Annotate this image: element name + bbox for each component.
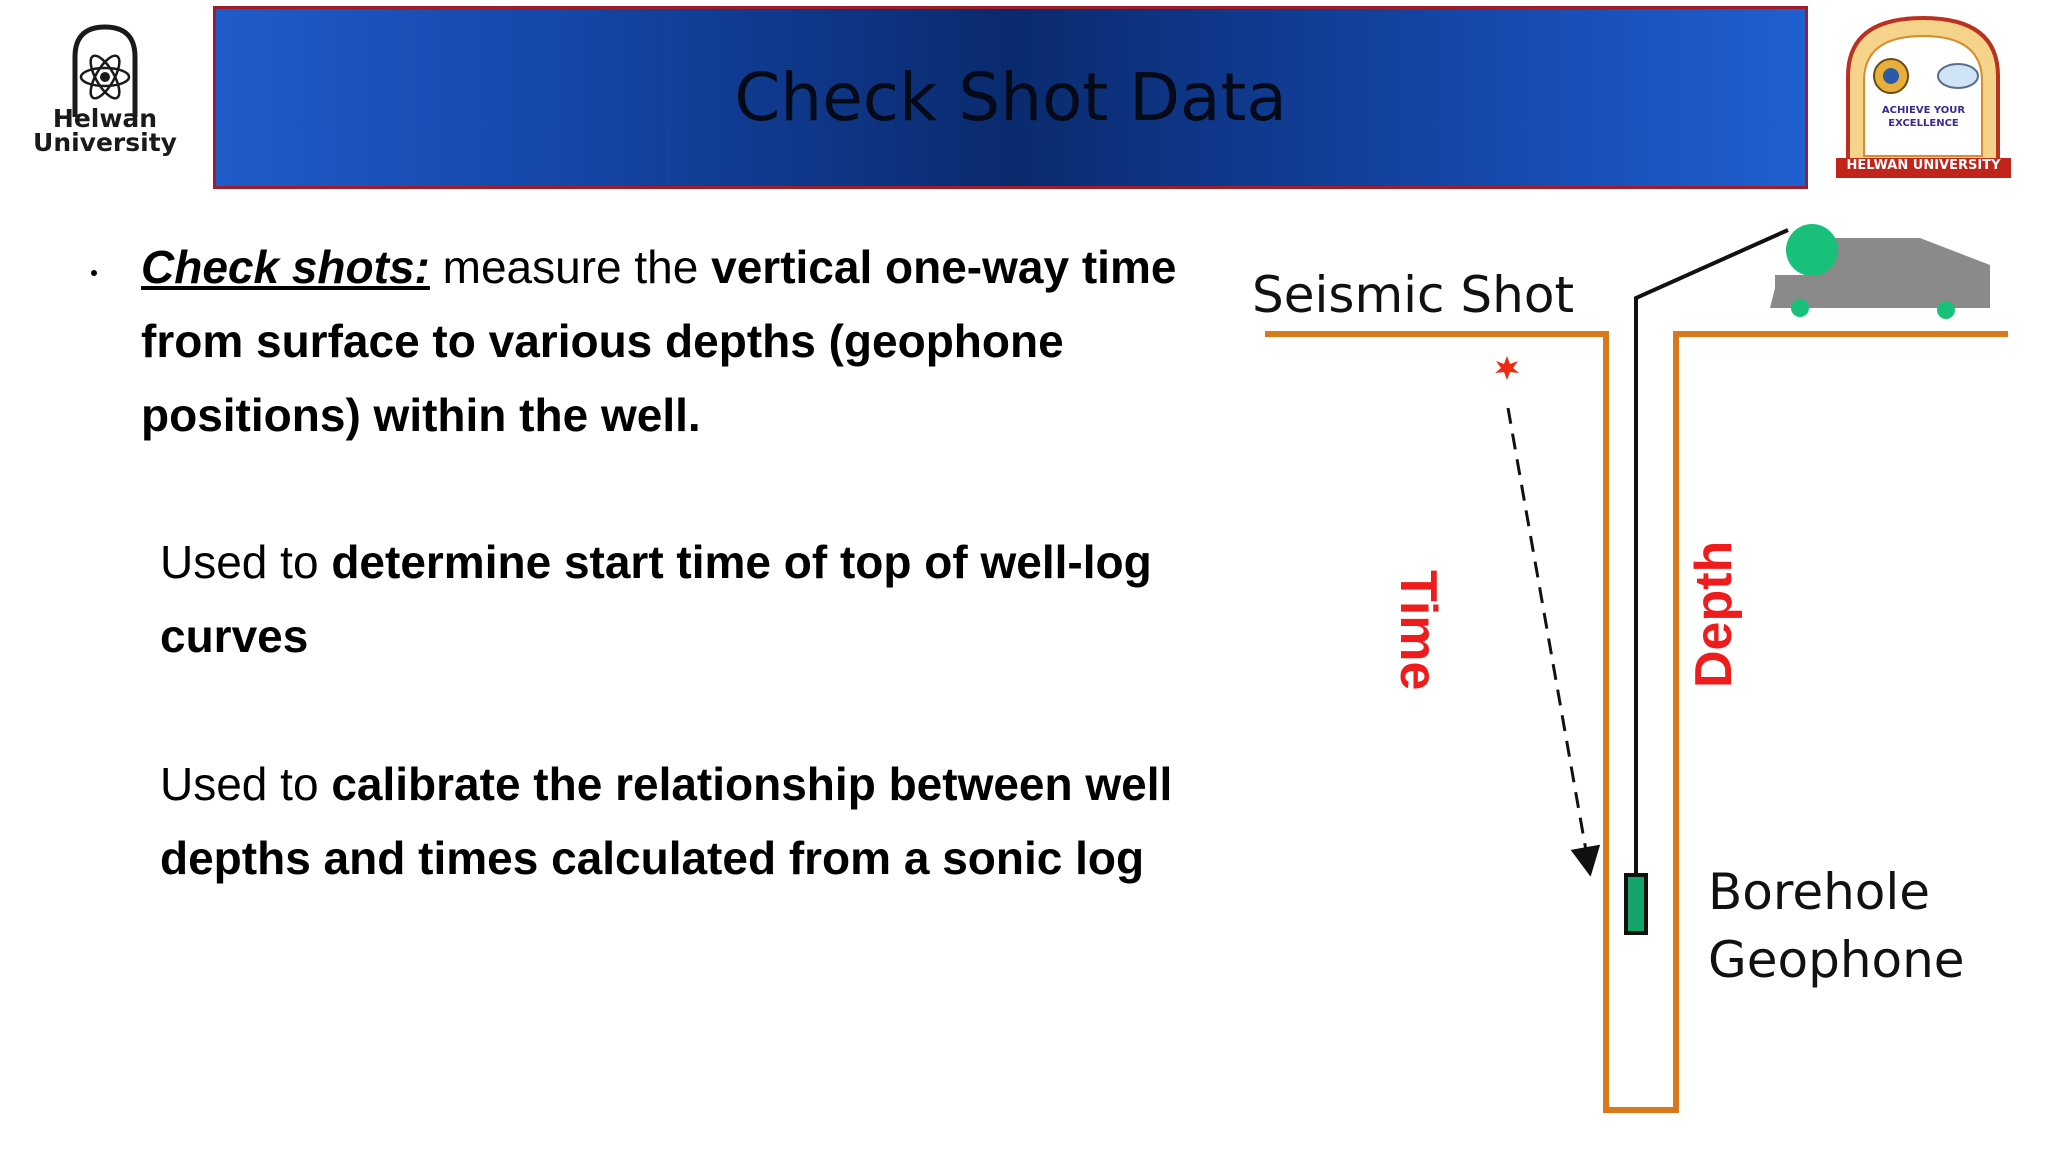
check-shots-definition	[141, 230, 1201, 452]
usage-start-time-prefix: Used to	[160, 536, 332, 588]
definition-text: measure the	[429, 241, 712, 293]
slide-title: Check Shot Data	[734, 59, 1287, 136]
depth-label: Depth	[1685, 540, 1743, 688]
title-banner	[213, 6, 1808, 189]
borehole-label-line2: Geophone	[1708, 931, 1965, 989]
definition-bold-text: vertical one-way time from surface to various depths (geophone positions) within the well.	[141, 241, 1177, 441]
helwan-university-logo	[30, 22, 180, 172]
aapg-seg-chapter-logo	[1836, 6, 2011, 181]
usage-start-time-bold: determine start time of top of well-log curves	[160, 536, 1152, 662]
logo-motto: ACHIEVE YOUR EXCELLENCE	[1881, 105, 1966, 129]
logo-badge-text: HELWAN UNIVERSITY	[1846, 158, 2001, 173]
borehole-geophone-label	[1708, 858, 1965, 994]
time-ray-path	[1508, 408, 1588, 862]
usage-calibration	[160, 747, 1220, 895]
seismic-shot-label: Seismic Shot	[1252, 266, 1575, 324]
logo-text-university: University	[33, 128, 177, 157]
usage-start-time	[160, 525, 1220, 673]
logo-text-helwan: Helwan	[52, 104, 158, 133]
shot-burst-icon	[1495, 356, 1519, 380]
aapg-seg-badge-icon	[1836, 6, 2011, 181]
usage-calibration-prefix: Used to	[160, 758, 332, 810]
geophone-icon	[1626, 875, 1646, 933]
usage-calibration-bold: calibrate the relationship between well depths and times calculated from a sonic log	[160, 758, 1173, 884]
check-shot-diagram	[1230, 220, 2020, 1120]
bullet-marker	[91, 270, 97, 276]
borehole-label-line1: Borehole	[1708, 863, 1931, 921]
time-label: Time	[1389, 570, 1447, 691]
recording-truck-icon	[1770, 224, 1990, 319]
term-check-shots: Check shots:	[141, 241, 430, 293]
